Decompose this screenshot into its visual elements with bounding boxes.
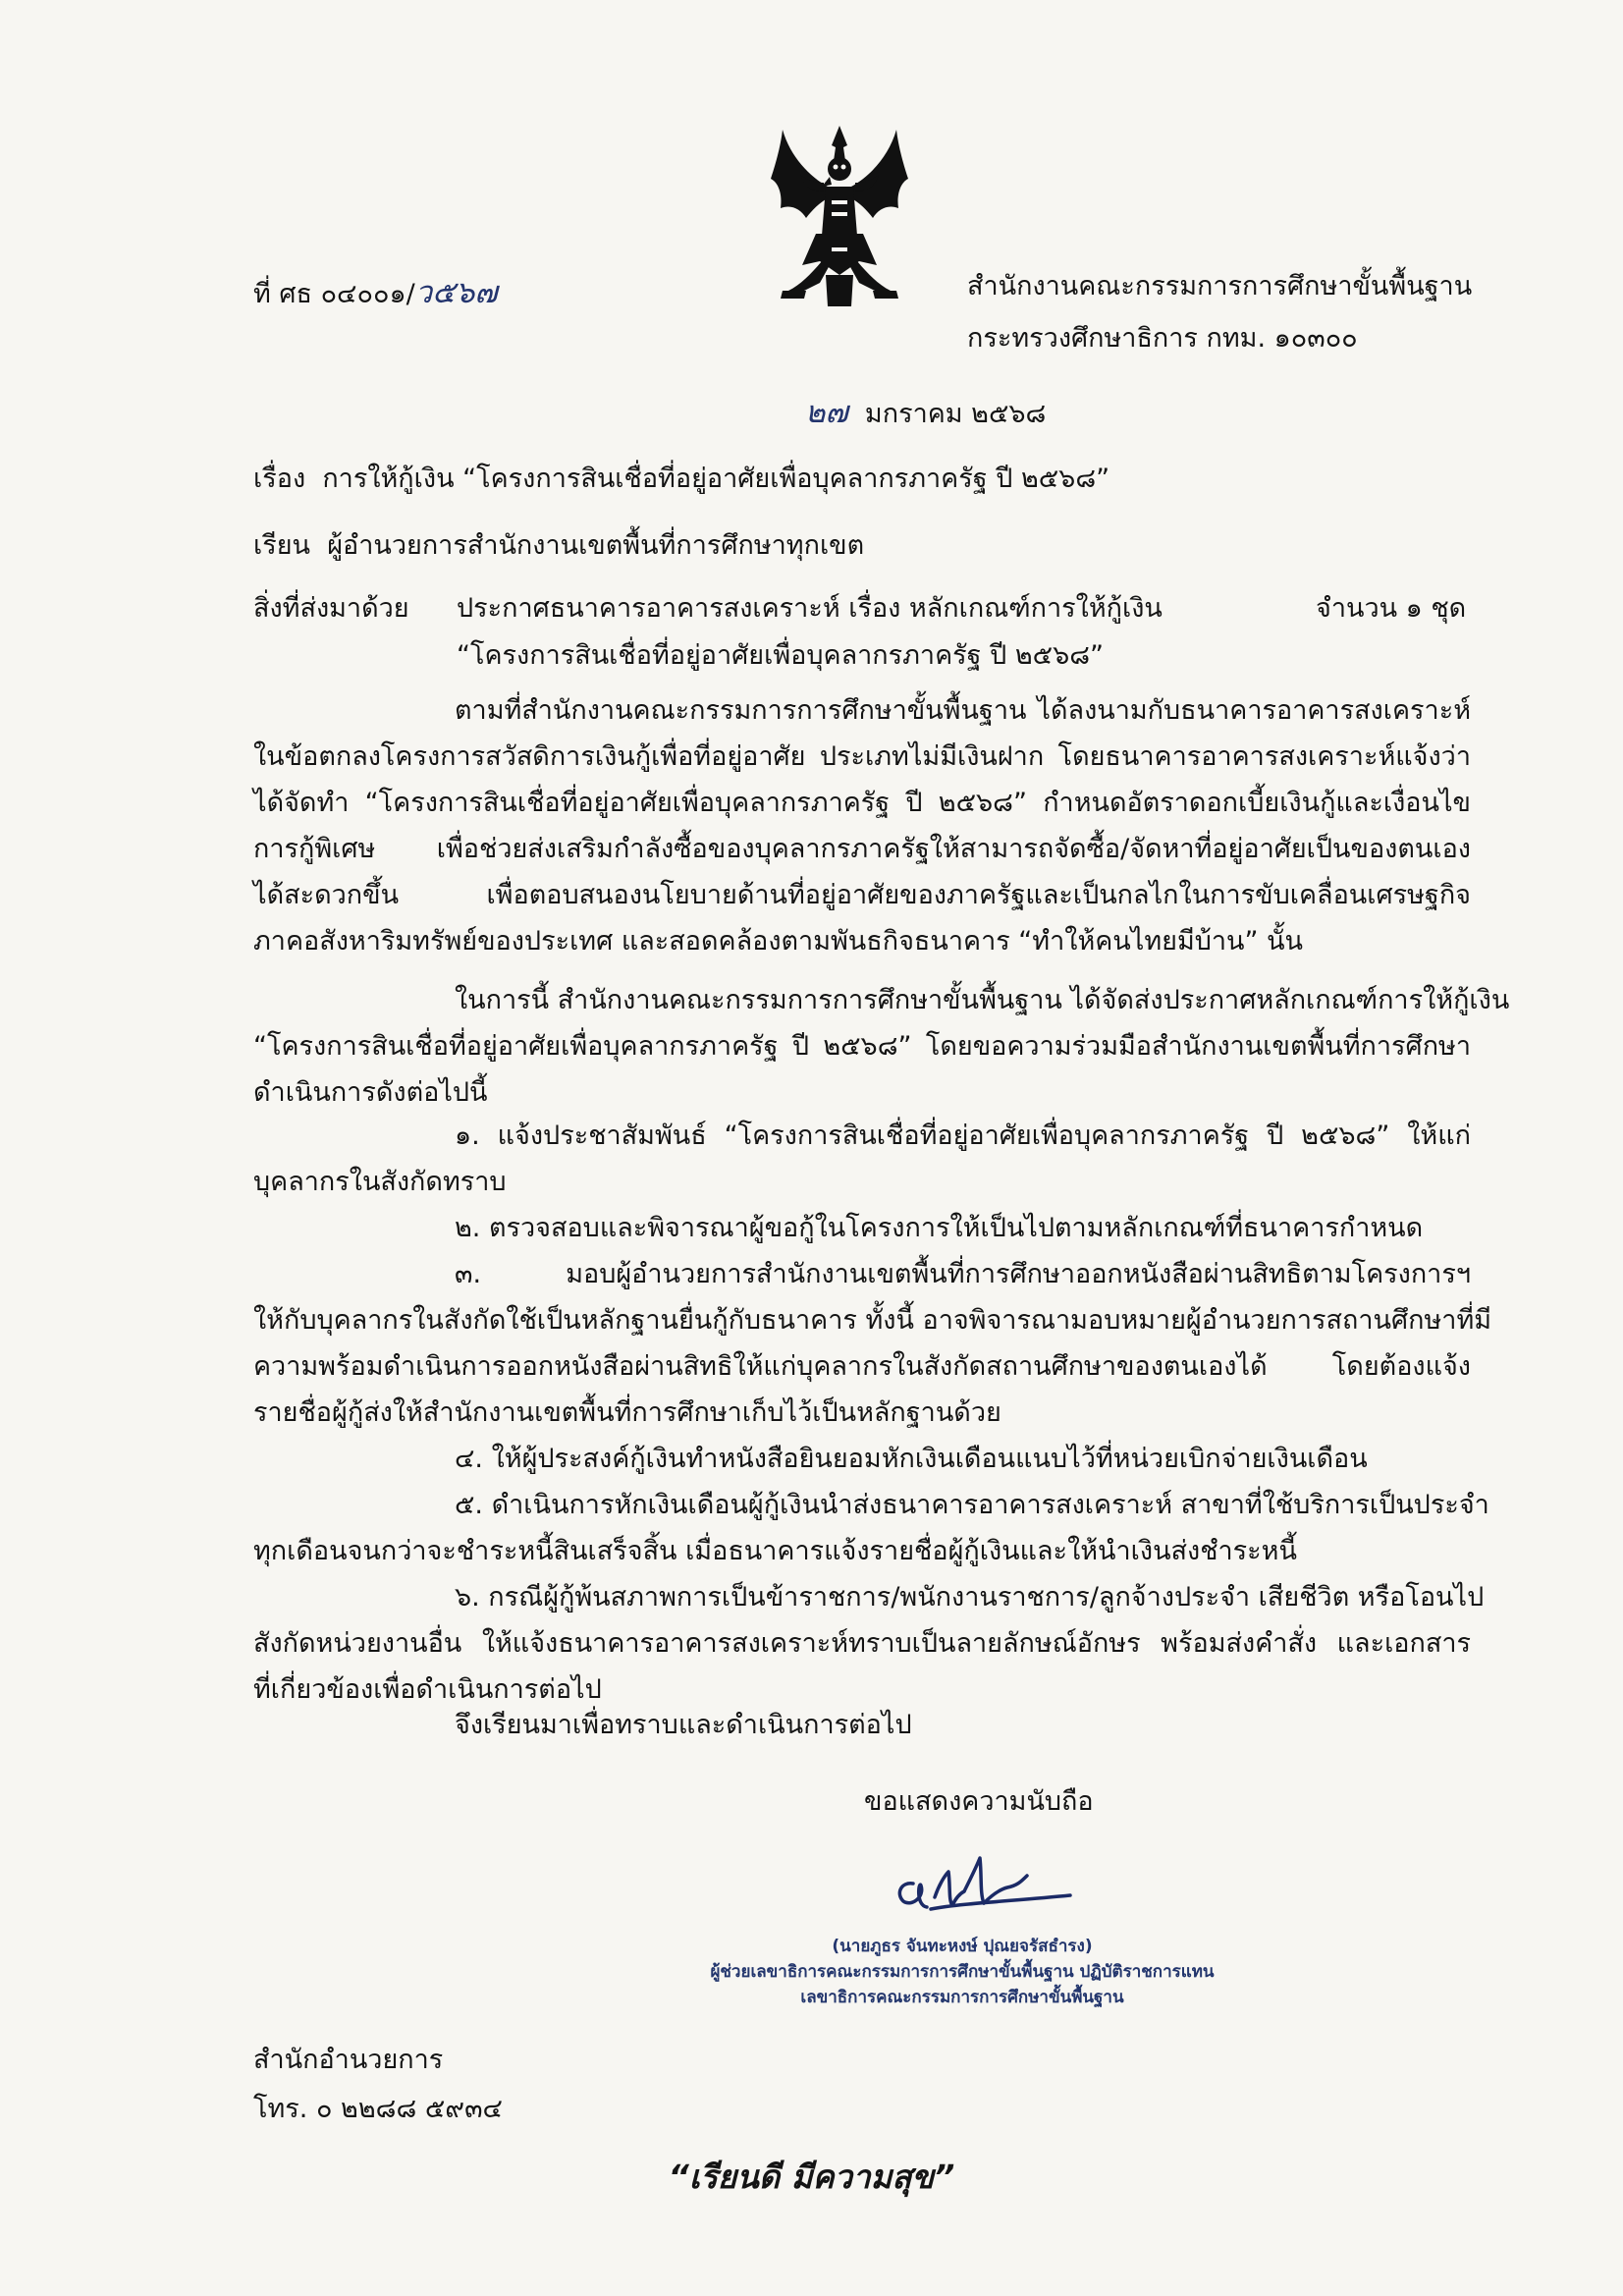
body-paragraph-1 (253, 687, 1471, 964)
document-number-prefix: ที่ ศธ ๐๔๐๐๑/ (253, 279, 415, 309)
list-item-line: ๖. กรณีผู้กู้พ้นสภาพการเป็นข้าราชการ/พนักงานราชการ/ลูกจ้างประจำ เสียชีวิต หรือโอนไป (455, 1582, 1485, 1613)
subject-label: เรื่อง (253, 464, 306, 494)
list-item-line: ความพร้อมดำเนินการออกหนังสือผ่านสิทธิให้แก่บุคลากรในสังกัดสถานศึกษาของตนเองได้ โดยต้องแจ้ง (253, 1351, 1471, 1382)
list-item-line: บุคลากรในสังกัดทราบ (253, 1167, 507, 1197)
list-item-line: รายชื่อผู้กู้ส่งให้สำนักงานเขตพื้นที่การศึกษาเก็บไว้เป็นหลักฐานด้วย (253, 1397, 1001, 1428)
subject-line (253, 460, 1109, 499)
recipient-line (253, 526, 864, 566)
paragraph-1-line: ได้จัดทำ “โครงการสินเชื่อที่อยู่อาศัยเพื่อบุคลากรภาครัฐ ปี ๒๕๖๘” กำหนดอัตราดอกเบี้ยเงินกู้และเงื่อนไข (253, 788, 1471, 818)
list-item-3 (253, 1251, 1492, 1436)
handwritten-signature-icon (874, 1846, 1119, 1935)
document-number-handwritten: ว๕๖๗ (414, 275, 498, 310)
footer-office: สำนักอำนวยการ (253, 2045, 444, 2075)
agency-name: สำนักงานคณะกรรมการการศึกษาขั้นพื้นฐาน (967, 271, 1473, 301)
signatory-position: ผู้ช่วยเลขาธิการคณะกรรมการการศึกษาขั้นพื้นฐาน ปฏิบัติราชการแทน (710, 1962, 1215, 1982)
list-item-line: ให้กับบุคลากรในสังกัดใช้เป็นหลักฐานยื่นกู้กับธนาคาร ทั้งนี้ อาจพิจารณามอบหมายผู้อำนวยการสถานศึกษาที่มี (253, 1305, 1492, 1336)
garuda-emblem-icon (761, 118, 918, 314)
paragraph-1-line: ได้สะดวกขึ้น เพื่อตอบสนองนโยบายด้านที่อยู่อาศัยของภาครัฐและเป็นกลไกในการขับเคลื่อนเศรษฐกิจ (253, 880, 1471, 910)
regards-text: ขอแสดงความนับถือ (864, 1786, 1094, 1817)
list-item-line: สังกัดหน่วยงานอื่น ให้แจ้งธนาคารอาคารสงเคราะห์ทราบเป็นลายลักษณ์อักษร พร้อมส่งคำสั่ง และเอกสาร (253, 1628, 1471, 1659)
paragraph-1-line: ในข้อตกลงโครงการสวัสดิการเงินกู้เพื่อที่อยู่อาศัย ประเภทไม่มีเงินฝาก โดยธนาคารอาคารสงเคราะห์แจ้งว่า (253, 741, 1471, 772)
paragraph-2-line: “โครงการสินเชื่อที่อยู่อาศัยเพื่อบุคลากรภาครัฐ ปี ๒๕๖๘” โดยขอความร่วมมือสำนักงานเขตพื้นที่การศึกษา (253, 1031, 1471, 1062)
recipient-text: ผู้อำนวยการสำนักงานเขตพื้นที่การศึกษาทุกเขต (327, 530, 865, 561)
motto: “เรียนดี มีความสุข” (668, 2158, 955, 2196)
paragraph-2-line: ในการนี้ สำนักงานคณะกรรมการการศึกษาขั้นพื้นฐาน ได้จัดส่งประกาศหลักเกณฑ์การให้กู้เงิน (455, 985, 1510, 1015)
document-number (253, 273, 498, 314)
enclosure-line-1: ประกาศธนาคารอาคารสงเคราะห์ เรื่อง หลักเกณฑ์การให้กู้เงิน (457, 593, 1163, 624)
closing-line: จึงเรียนมาเพื่อทราบและดำเนินการต่อไป (455, 1710, 912, 1740)
list-item-line: ๔. ให้ผู้ประสงค์กู้เงินทำหนังสือยินยอมหักเงินเดือนแนบไว้ที่หน่วยเบิกจ่ายเงินเดือน (455, 1444, 1368, 1474)
document-date (805, 393, 1046, 434)
subject-text: การให้กู้เงิน “โครงการสินเชื่อที่อยู่อาศัยเพื่อบุคลากรภาครัฐ ปี ๒๕๖๘” (322, 464, 1110, 494)
paragraph-2-line: ดำเนินการดังต่อไปนี้ (253, 1077, 488, 1108)
footer-phone: โทร. ๐ ๒๒๘๘ ๕๙๓๔ (253, 2094, 503, 2124)
agency-address: กระทรวงศึกษาธิการ กทม. ๑๐๓๐๐ (967, 323, 1358, 354)
list-item-2 (253, 1205, 1471, 1251)
signatory-name: (นายภูธร จันทะหงษ์ ปุณยจรัสธำรง) (832, 1937, 1093, 1956)
enclosure-line-2: “โครงการสินเชื่อที่อยู่อาศัยเพื่อบุคลากรภาครัฐ ปี ๒๕๖๘” (457, 640, 1105, 671)
list-item-line: ๑. แจ้งประชาสัมพันธ์ “โครงการสินเชื่อที่อยู่อาศัยเพื่อบุคลากรภาครัฐ ปี ๒๕๖๘” ให้แก่ (455, 1121, 1471, 1151)
list-item-5 (253, 1482, 1489, 1574)
list-item-line: ทุกเดือนจนกว่าจะชำระหนี้สินเสร็จสิ้น เมื่อธนาคารแจ้งรายชื่อผู้กู้เงินและให้นำเงินส่งชำระหนี้ (253, 1536, 1297, 1566)
date-day-handwritten: ๒๗ (805, 395, 848, 430)
paragraph-1-line: การกู้พิเศษ เพื่อช่วยส่งเสริมกำลังซื้อของบุคลากรภาครัฐให้สามารถจัดซื้อ/จัดหาที่อยู่อาศัยเป็นของตนเอง (253, 834, 1471, 864)
list-item-line: ๒. ตรวจสอบและพิจารณาผู้ขอกู้ในโครงการให้เป็นไปตามหลักเกณฑ์ที่ธนาคารกำหนด (455, 1213, 1424, 1243)
list-item-4 (253, 1436, 1471, 1482)
list-item-line: ที่เกี่ยวข้องเพื่อดำเนินการต่อไป (253, 1674, 602, 1705)
list-item-line: ๓. มอบผู้อำนวยการสำนักงานเขตพื้นที่การศึกษาออกหนังสือผ่านสิทธิตามโครงการฯ (455, 1259, 1471, 1289)
paragraph-1-line: ตามที่สำนักงานคณะกรรมการการศึกษาขั้นพื้นฐาน ได้ลงนามกับธนาคารอาคารสงเคราะห์ (455, 695, 1471, 726)
date-month-year: มกราคม ๒๕๖๘ (864, 399, 1047, 429)
paragraph-1-line: ภาคอสังหาริมทรัพย์ของประเทศ และสอดคล้องตามพันธกิจธนาคาร “ทำให้คนไทยมีบ้าน” นั้น (253, 926, 1303, 957)
recipient-label: เรียน (253, 530, 311, 561)
list-item-line: ๕. ดำเนินการหักเงินเดือนผู้กู้เงินนำส่งธนาคารอาคารสงเคราะห์ สาขาที่ใช้บริการเป็นประจำ (455, 1490, 1489, 1520)
signatory-position-secondary: เลขาธิการคณะกรรมการการศึกษาขั้นพื้นฐาน (800, 1988, 1124, 2007)
body-paragraph-2 (253, 977, 1510, 1116)
list-item-6 (253, 1574, 1485, 1713)
list-item-1 (253, 1113, 1471, 1205)
enclosure-label: สิ่งที่ส่งมาด้วย (253, 593, 409, 624)
enclosure-quantity: จำนวน ๑ ชุด (1316, 593, 1467, 624)
